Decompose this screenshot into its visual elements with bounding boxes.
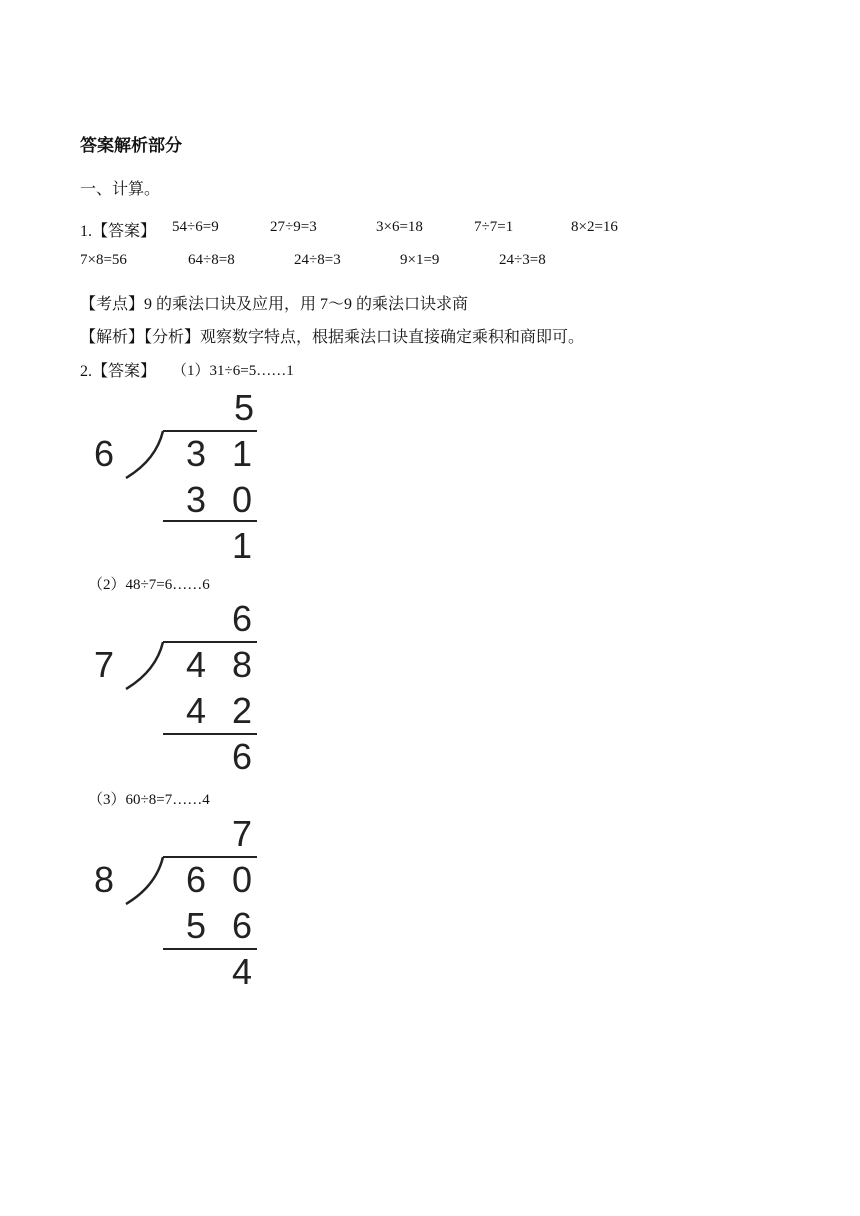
division-bar <box>163 430 257 432</box>
product-digit-1: 4 <box>186 690 207 731</box>
q1-answer-label: 1.【答案】 <box>80 223 157 240</box>
remainder: 6 <box>232 736 253 777</box>
long-division-1 <box>90 388 290 578</box>
page-title: 答案解析部分 <box>80 136 182 155</box>
product-digit-2: 2 <box>232 690 253 731</box>
division-bracket <box>124 641 164 691</box>
division-bar <box>163 856 257 858</box>
product-digit-1: 3 <box>186 479 207 520</box>
long-division-2 <box>90 599 290 789</box>
dividend-digit-1: 3 <box>186 433 207 474</box>
remainder: 1 <box>232 525 253 566</box>
subtraction-line <box>163 948 257 950</box>
jiexi-label: 【解析】【分析】 <box>80 329 201 346</box>
division-bracket <box>124 856 164 906</box>
quotient: 5 <box>234 387 255 428</box>
divisor: 8 <box>94 859 115 900</box>
q1-eq-8: 24÷8=3 <box>294 252 341 268</box>
long-division-3 <box>90 814 290 1004</box>
divisor: 6 <box>94 433 115 474</box>
kaodian-label: 【考点】 <box>80 296 145 313</box>
quotient: 6 <box>232 598 253 639</box>
product-digit-2: 0 <box>232 479 253 520</box>
dividend-digit-2: 8 <box>232 644 253 685</box>
q1-eq-3: 3×6=18 <box>376 219 423 235</box>
q1-eq-7: 64÷8=8 <box>188 252 235 268</box>
q2-part3-equation: （3）60÷8=7……4 <box>88 792 210 808</box>
q1-eq-6: 7×8=56 <box>80 252 127 268</box>
q1-eq-2: 27÷9=3 <box>270 219 317 235</box>
q2-part1-equation: （1）31÷6=5……1 <box>172 363 294 379</box>
q1-eq-4: 7÷7=1 <box>474 219 514 235</box>
quotient: 7 <box>232 813 253 854</box>
q1-eq-1: 54÷6=9 <box>172 219 219 235</box>
product-digit-1: 5 <box>186 905 207 946</box>
dividend-digit-2: 1 <box>232 433 253 474</box>
dividend-digit-1: 4 <box>186 644 207 685</box>
subtraction-line <box>163 520 257 522</box>
dividend-digit-2: 0 <box>232 859 253 900</box>
jiexi-text: 观察数字特点，根据乘法口诀直接确定乘积和商即可。 <box>200 329 585 346</box>
division-bar <box>163 641 257 643</box>
dividend-digit-1: 6 <box>186 859 207 900</box>
q1-eq-9: 9×1=9 <box>400 252 440 268</box>
q1-kaodian <box>80 291 468 314</box>
division-bracket <box>124 430 164 480</box>
q1-eq-5: 8×2=16 <box>571 219 618 235</box>
section-heading: 一、计算。 <box>80 181 161 198</box>
divisor: 7 <box>94 644 115 685</box>
q1-eq-10: 24÷3=8 <box>499 252 546 268</box>
q1-jiexi <box>80 324 584 347</box>
remainder: 4 <box>232 951 253 992</box>
kaodian-text: 9 的乘法口诀及应用，用 7～9 的乘法口诀求商 <box>144 296 469 313</box>
q2-part2-equation: （2）48÷7=6……6 <box>88 577 210 593</box>
q2-answer-label: 2.【答案】 <box>80 363 157 380</box>
subtraction-line <box>163 733 257 735</box>
product-digit-2: 6 <box>232 905 253 946</box>
